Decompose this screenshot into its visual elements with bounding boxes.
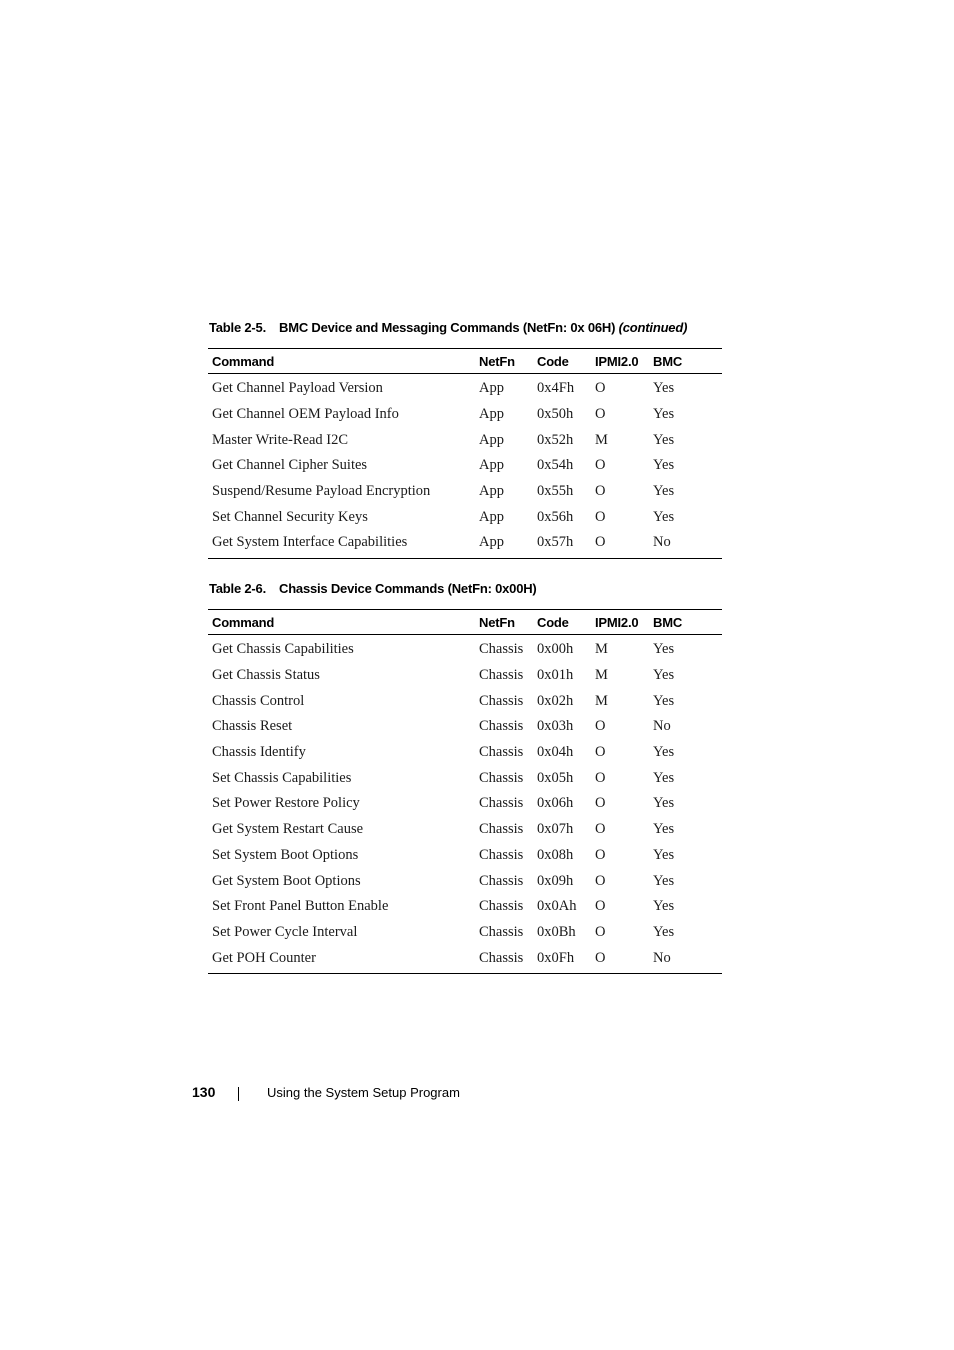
table-row bbox=[208, 688, 722, 714]
table-row bbox=[208, 504, 722, 530]
table-2-5 bbox=[208, 348, 722, 559]
table-row bbox=[208, 663, 722, 689]
netfn-cell: App bbox=[479, 406, 504, 423]
bmc-cell: Yes bbox=[653, 898, 675, 915]
table-row bbox=[208, 427, 722, 453]
table-2-6-caption-title: Chassis Device Commands (NetFn: 0x00H) bbox=[279, 581, 537, 596]
column-header-code: Code bbox=[533, 610, 591, 635]
ipmi-cell: M bbox=[595, 641, 608, 658]
code-cell: 0x4Fh bbox=[537, 380, 575, 397]
table-2-5-caption-number: Table 2-5. bbox=[209, 320, 267, 335]
column-header-netfn: NetFn bbox=[475, 610, 533, 635]
command-cell: Chassis Reset bbox=[212, 718, 293, 735]
column-header-bmc: BMC bbox=[649, 610, 722, 635]
command-cell: Suspend/Resume Payload Encryption bbox=[212, 483, 431, 500]
command-cell: Get Channel Payload Version bbox=[212, 380, 383, 397]
table-row bbox=[208, 635, 722, 663]
table-row bbox=[208, 479, 722, 505]
table-row bbox=[208, 843, 722, 869]
table-row bbox=[208, 920, 722, 946]
command-cell: Set System Boot Options bbox=[212, 846, 359, 863]
command-cell: Set Power Restore Policy bbox=[212, 795, 360, 812]
bmc-cell: Yes bbox=[653, 483, 675, 500]
command-cell: Get Chassis Status bbox=[212, 667, 320, 684]
code-cell: 0x54h bbox=[537, 457, 574, 474]
ipmi-cell: O bbox=[591, 945, 649, 973]
netfn-cell: App bbox=[479, 457, 504, 474]
command-cell: Get Channel Cipher Suites bbox=[212, 457, 368, 474]
bmc-cell: Yes bbox=[653, 457, 675, 474]
bmc-cell: Yes bbox=[653, 923, 675, 940]
code-cell: 0x03h bbox=[537, 718, 574, 735]
bmc-cell: Yes bbox=[653, 641, 675, 658]
column-header-ipmi: IPMI2.0 bbox=[591, 349, 649, 374]
command-cell: Get Chassis Capabilities bbox=[212, 641, 354, 658]
command-cell: Chassis Identify bbox=[212, 744, 306, 761]
code-cell: 0x02h bbox=[537, 692, 574, 709]
ipmi-cell: M bbox=[595, 692, 608, 709]
ipmi-cell: O bbox=[595, 769, 606, 786]
ipmi-cell: O bbox=[595, 821, 606, 838]
ipmi-cell: M bbox=[595, 667, 608, 684]
bmc-cell: Yes bbox=[653, 795, 675, 812]
code-cell: 0x07h bbox=[537, 821, 574, 838]
column-header-bmc: BMC bbox=[649, 349, 722, 374]
column-header-code: Code bbox=[533, 349, 591, 374]
netfn-cell: Chassis bbox=[475, 945, 533, 973]
table-row bbox=[208, 402, 722, 428]
code-cell: 0x09h bbox=[537, 872, 574, 889]
ipmi-cell: O bbox=[595, 483, 606, 500]
table-row bbox=[208, 868, 722, 894]
code-cell: 0x08h bbox=[537, 846, 574, 863]
bmc-cell: Yes bbox=[653, 406, 675, 423]
bmc-cell: Yes bbox=[653, 872, 675, 889]
bmc-cell: Yes bbox=[653, 744, 675, 761]
netfn-cell: Chassis bbox=[479, 795, 524, 812]
footer-divider bbox=[238, 1087, 239, 1101]
code-cell: 0x0Fh bbox=[533, 945, 591, 973]
command-cell: Set Chassis Capabilities bbox=[212, 769, 352, 786]
code-cell: 0x0Ah bbox=[537, 898, 577, 915]
code-cell: 0x57h bbox=[533, 530, 591, 558]
bmc-cell: No bbox=[649, 530, 722, 558]
bmc-cell: Yes bbox=[653, 508, 675, 525]
command-cell: Master Write-Read I2C bbox=[212, 431, 349, 448]
code-cell: 0x50h bbox=[537, 406, 574, 423]
table-row bbox=[208, 374, 722, 402]
code-cell: 0x04h bbox=[537, 744, 574, 761]
column-header-command: Command bbox=[208, 610, 475, 635]
netfn-cell: Chassis bbox=[479, 923, 524, 940]
command-cell: Get System Restart Cause bbox=[212, 821, 364, 838]
table-row bbox=[208, 765, 722, 791]
code-cell: 0x55h bbox=[537, 483, 574, 500]
command-cell: Set Channel Security Keys bbox=[212, 508, 368, 525]
netfn-cell: App bbox=[479, 380, 504, 397]
table-row bbox=[208, 791, 722, 817]
ipmi-cell: O bbox=[595, 795, 606, 812]
netfn-cell: Chassis bbox=[479, 667, 524, 684]
table-row bbox=[208, 945, 722, 973]
ipmi-cell: O bbox=[595, 718, 606, 735]
ipmi-cell: O bbox=[595, 508, 606, 525]
bmc-cell: No bbox=[649, 945, 722, 973]
table-2-5-caption bbox=[209, 320, 687, 335]
table-2-6-caption bbox=[209, 581, 537, 596]
command-cell: Get Channel OEM Payload Info bbox=[212, 406, 399, 423]
code-cell: 0x0Bh bbox=[537, 923, 576, 940]
ipmi-cell: O bbox=[595, 923, 606, 940]
bmc-cell: Yes bbox=[653, 821, 675, 838]
command-cell: Get POH Counter bbox=[208, 945, 475, 973]
netfn-cell: Chassis bbox=[479, 821, 524, 838]
column-header-netfn: NetFn bbox=[475, 349, 533, 374]
footer-section-title: Using the System Setup Program bbox=[267, 1085, 460, 1100]
netfn-cell: App bbox=[479, 431, 504, 448]
table-row bbox=[208, 894, 722, 920]
table-2-6 bbox=[208, 609, 722, 974]
netfn-cell: App bbox=[479, 483, 504, 500]
page-footer bbox=[192, 1084, 460, 1101]
netfn-cell: Chassis bbox=[479, 641, 524, 658]
table-row bbox=[208, 714, 722, 740]
table-2-6-header-row bbox=[208, 610, 722, 635]
netfn-cell: App bbox=[479, 508, 504, 525]
code-cell: 0x01h bbox=[537, 667, 574, 684]
ipmi-cell: O bbox=[595, 898, 606, 915]
ipmi-cell: O bbox=[595, 406, 606, 423]
ipmi-cell: O bbox=[595, 744, 606, 761]
netfn-cell: Chassis bbox=[479, 769, 524, 786]
netfn-cell: Chassis bbox=[479, 846, 524, 863]
bmc-cell: Yes bbox=[653, 769, 675, 786]
netfn-cell: Chassis bbox=[479, 692, 524, 709]
ipmi-cell: O bbox=[595, 457, 606, 474]
bmc-cell: Yes bbox=[653, 667, 675, 684]
netfn-cell: Chassis bbox=[479, 744, 524, 761]
command-cell: Set Front Panel Button Enable bbox=[212, 898, 389, 915]
code-cell: 0x52h bbox=[537, 431, 574, 448]
ipmi-cell: O bbox=[595, 846, 606, 863]
bmc-cell: No bbox=[653, 718, 671, 735]
code-cell: 0x00h bbox=[537, 641, 574, 658]
command-cell: Get System Interface Capabilities bbox=[208, 530, 475, 558]
table-2-6-caption-number: Table 2-6. bbox=[209, 581, 267, 596]
table-2-6-body bbox=[208, 635, 722, 974]
code-cell: 0x56h bbox=[537, 508, 574, 525]
ipmi-cell: O bbox=[595, 380, 606, 397]
bmc-cell: Yes bbox=[653, 692, 675, 709]
bmc-cell: Yes bbox=[653, 846, 675, 863]
ipmi-cell: M bbox=[595, 431, 608, 448]
ipmi-cell: O bbox=[591, 530, 649, 558]
netfn-cell: Chassis bbox=[479, 898, 524, 915]
netfn-cell: Chassis bbox=[479, 718, 524, 735]
column-header-ipmi: IPMI2.0 bbox=[591, 610, 649, 635]
table-row bbox=[208, 817, 722, 843]
table-row bbox=[208, 530, 722, 558]
code-cell: 0x06h bbox=[537, 795, 574, 812]
command-cell: Get System Boot Options bbox=[212, 872, 361, 889]
ipmi-cell: O bbox=[595, 872, 606, 889]
code-cell: 0x05h bbox=[537, 769, 574, 786]
table-2-5-header-row bbox=[208, 349, 722, 374]
column-header-command: Command bbox=[208, 349, 475, 374]
bmc-cell: Yes bbox=[653, 380, 675, 397]
table-2-5-caption-title: BMC Device and Messaging Commands (NetFn: 0x 06H) bbox=[279, 320, 616, 335]
command-cell: Chassis Control bbox=[212, 692, 305, 709]
netfn-cell: App bbox=[475, 530, 533, 558]
table-2-5-caption-note: (continued) bbox=[618, 320, 688, 335]
netfn-cell: Chassis bbox=[479, 872, 524, 889]
page-number: 130 bbox=[192, 1084, 216, 1100]
table-row bbox=[208, 453, 722, 479]
table-row bbox=[208, 740, 722, 766]
command-cell: Set Power Cycle Interval bbox=[212, 923, 358, 940]
table-2-5-body bbox=[208, 374, 722, 559]
bmc-cell: Yes bbox=[653, 431, 675, 448]
